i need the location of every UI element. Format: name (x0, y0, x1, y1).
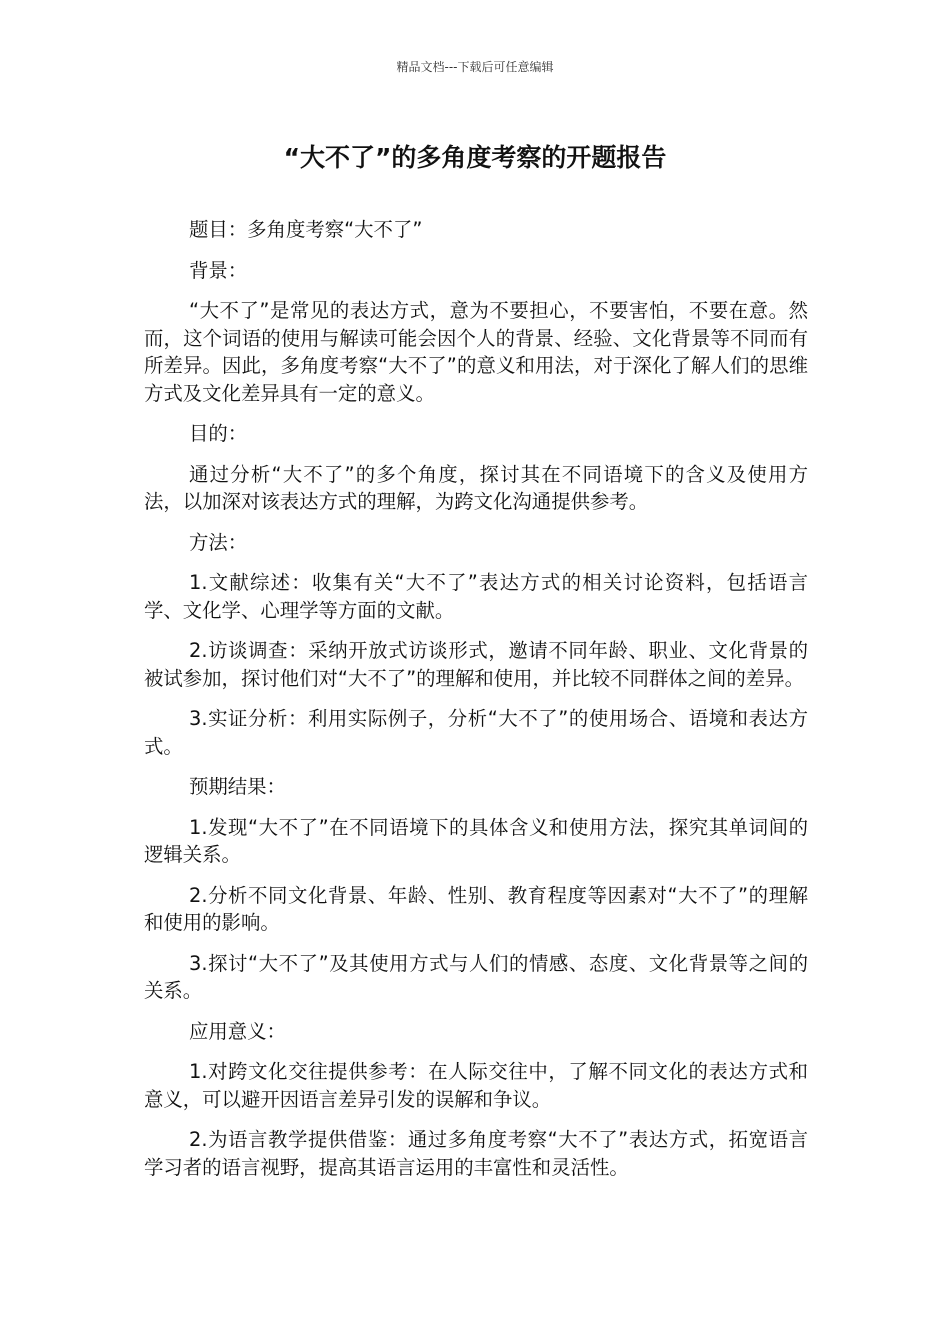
document-title: “大不了”的多角度考察的开题报告 (283, 143, 667, 172)
section-heading-method: 方法： (189, 530, 248, 554)
background-paragraph: “大不了”是常见的表达方式，意为不要担心，不要害怕，不要在意。然而，这个词语的使用与解读可能会因个人的背景、经验、文化背景等不同而有所差异。因此，多角度考察“大不了”的意义和用法，对于深化了解人们的思维方式及文化差异具有一定的意义。 (144, 299, 808, 405)
purpose-paragraph: 通过分析“大不了”的多个角度，探讨其在不同语境下的含义及使用方法，以加深对该表达方式的理解，为跨文化沟通提供参考。 (144, 462, 808, 513)
section-heading-significance: 应用意义： (189, 1019, 286, 1043)
method-item-1: 1.文献综述：收集有关“大不了”表达方式的相关讨论资料，包括语言学、文化学、心理学等方面的文献。 (144, 571, 808, 622)
section-heading-purpose: 目的： (189, 422, 248, 445)
section-heading-expected-results: 预期结果： (189, 775, 286, 798)
document-body (144, 216, 808, 1194)
result-item-2: 2.分析不同文化背景、年龄、性别、教育程度等因素对“大不了”的理解和使用的影响。 (144, 883, 808, 934)
method-item-3: 3.实证分析：利用实际例子，分析“大不了”的使用场合、语境和表达方式。 (144, 707, 808, 758)
significance-item-1: 1.对跨文化交往提供参考：在人际交往中，了解不同文化的表达方式和意义，可以避开因语言差异引发的误解和争议。 (144, 1060, 808, 1111)
result-item-3: 3.探讨“大不了”及其使用方式与人们的情感、态度、文化背景等之间的关系。 (144, 951, 808, 1002)
significance-item-2: 2.为语言教学提供借鉴：通过多角度考察“大不了”表达方式，拓宽语言学习者的语言视野，提高其语言运用的丰富性和灵活性。 (144, 1128, 808, 1179)
topic-line: 题目：多角度考察“大不了” (189, 218, 423, 241)
result-item-1: 1.发现“大不了”在不同语境下的具体含义和使用方法，探究其单词间的逻辑关系。 (144, 815, 808, 866)
section-heading-background: 背景： (189, 258, 248, 282)
header-note: 精品文档---下载后可任意编辑 (396, 60, 554, 74)
method-item-2: 2.访谈调查：采纳开放式访谈形式，邀请不同年龄、职业、文化背景的被试参加，探讨他们对“大不了”的理解和使用，并比较不同群体之间的差异。 (144, 639, 808, 690)
